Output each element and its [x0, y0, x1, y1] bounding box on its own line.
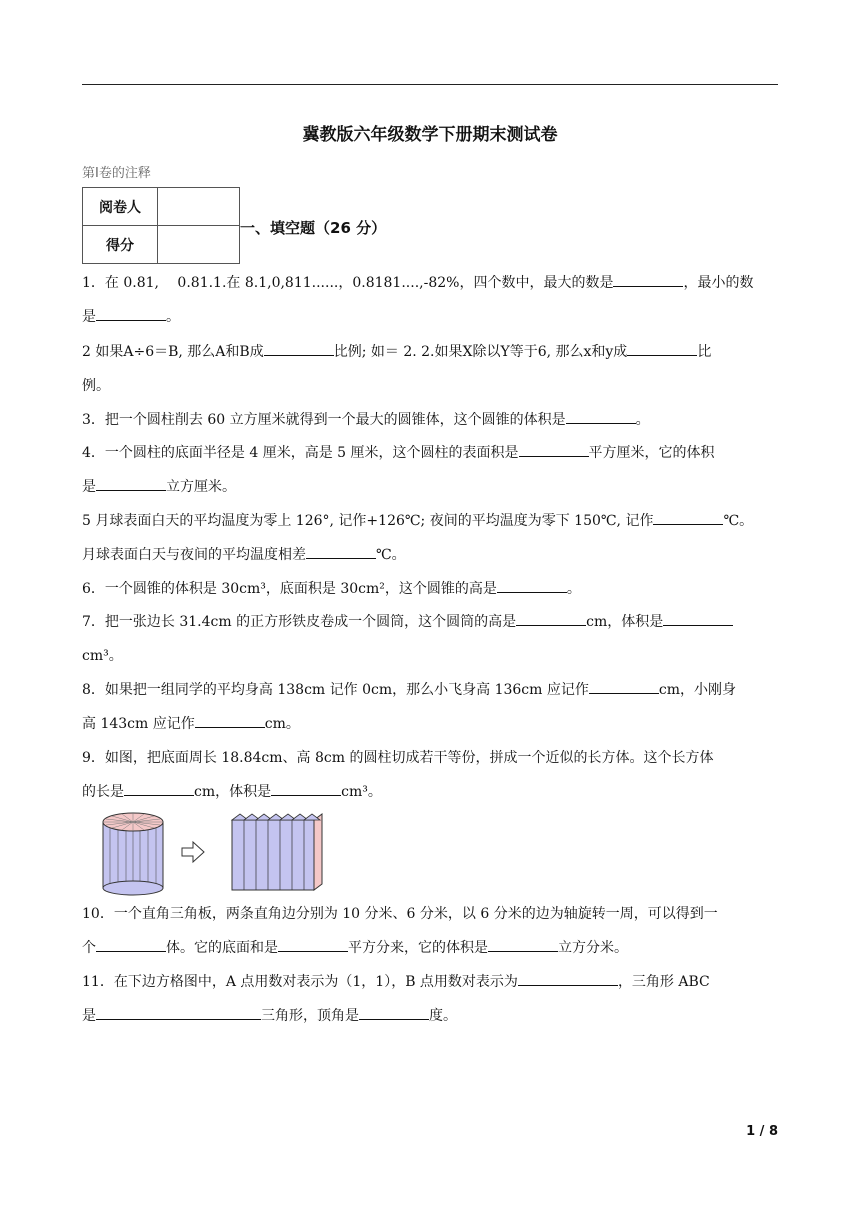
question-10: 10．一个直角三角板，两条直角边分别为 10 分米、6 分米，以 6 分米的边为轴旋转一周，可以得到一 个 体。它的底面和是 平方分来，它的体积是 立方分米。	[82, 906, 718, 956]
answer-blank	[488, 937, 558, 952]
answer-blank	[653, 510, 723, 525]
answer-blank	[566, 409, 636, 424]
answer-blank	[663, 611, 733, 626]
answer-blank	[589, 679, 659, 694]
score-label: 得分	[83, 226, 158, 264]
answer-blank	[96, 476, 166, 491]
question-8: 8．如果把一组同学的平均身高 138cm 记作 0cm，那么小飞身高 136cm 应记作 cm，小刚身 高 143cm 应记作 cm。	[82, 673, 782, 741]
question-2: 2 如果A÷6＝B, 那么A和B成 比例; 如＝ 2. 2.如果X除以Y等于6, 那么x和y成 比 例。	[82, 335, 782, 403]
header-rule	[82, 84, 778, 85]
page-number: 1 / 8	[746, 1124, 778, 1139]
answer-blank	[271, 781, 341, 796]
answer-blank	[613, 272, 683, 287]
cuboid-drawing	[232, 814, 322, 890]
answer-blank	[519, 442, 589, 457]
answer-blank	[96, 937, 166, 952]
answer-blank	[516, 611, 586, 626]
question-4: 4．一个圆柱的底面半径是 4 厘米，高是 5 厘米，这个圆柱的表面积是 平方厘米，它的体积 是 立方厘米。	[82, 436, 782, 504]
answer-blank	[497, 578, 567, 593]
score-cell	[158, 226, 240, 264]
question-3: 3．把一个圆柱削去 60 立方厘米就得到一个最大的圆锥体，这个圆锥的体积是 。	[82, 403, 782, 437]
question-9: 9．如图，把底面周长 18.84cm、高 8cm 的圆柱切成若干等份，拼成一个近似的长方体。这个长方体 的长是 cm，体积是 cm³。	[82, 750, 714, 800]
grader-cell	[158, 188, 240, 226]
answer-blank	[306, 544, 376, 559]
cylinder-drawing	[103, 813, 163, 895]
answer-blank	[96, 1005, 261, 1020]
question-11: 11．在下边方格图中，A 点用数对表示为（1，1），B 点用数对表示为 ，三角形 ABC 是 三角形，顶角是 度。	[82, 965, 782, 1033]
section-heading: 一、填空题（26 分）	[240, 219, 387, 237]
answer-blank	[518, 971, 618, 986]
page-title: 冀教版六年级数学下册期末测试卷	[302, 125, 558, 145]
score-table	[82, 187, 240, 264]
answer-blank	[627, 341, 697, 356]
answer-blank	[359, 1005, 429, 1020]
question-7: 7．把一张边长 31.4cm 的正方形铁皮卷成一个圆筒，这个圆筒的高是 cm，体积是 cm³。	[82, 605, 782, 673]
answer-blank	[264, 341, 334, 356]
question-6: 6．一个圆锥的体积是 30cm³，底面积是 30cm²，这个圆锥的高是 。	[82, 572, 782, 606]
question-5: 5 月球表面白天的平均温度为零上 126°, 记作+126℃; 夜间的平均温度为零下 150℃, 记作 ℃。 月球表面白天与夜间的平均温度相差 ℃。	[82, 504, 782, 572]
question-1: 1．在 0.81, 0.81.1.在 8.1,0,811......，0.8181....,-82%，四个数中，最大的数是 ，最小的数 是 。	[82, 266, 782, 334]
answer-blank	[124, 781, 194, 796]
answer-blank	[278, 937, 348, 952]
answer-blank	[195, 713, 265, 728]
cylinder-to-cuboid-figure	[98, 808, 338, 898]
arrow-right-icon	[182, 842, 204, 862]
answer-blank	[96, 306, 166, 321]
annotation-note: 第Ⅰ卷的注释	[82, 166, 151, 181]
grader-label: 阅卷人	[83, 188, 158, 226]
